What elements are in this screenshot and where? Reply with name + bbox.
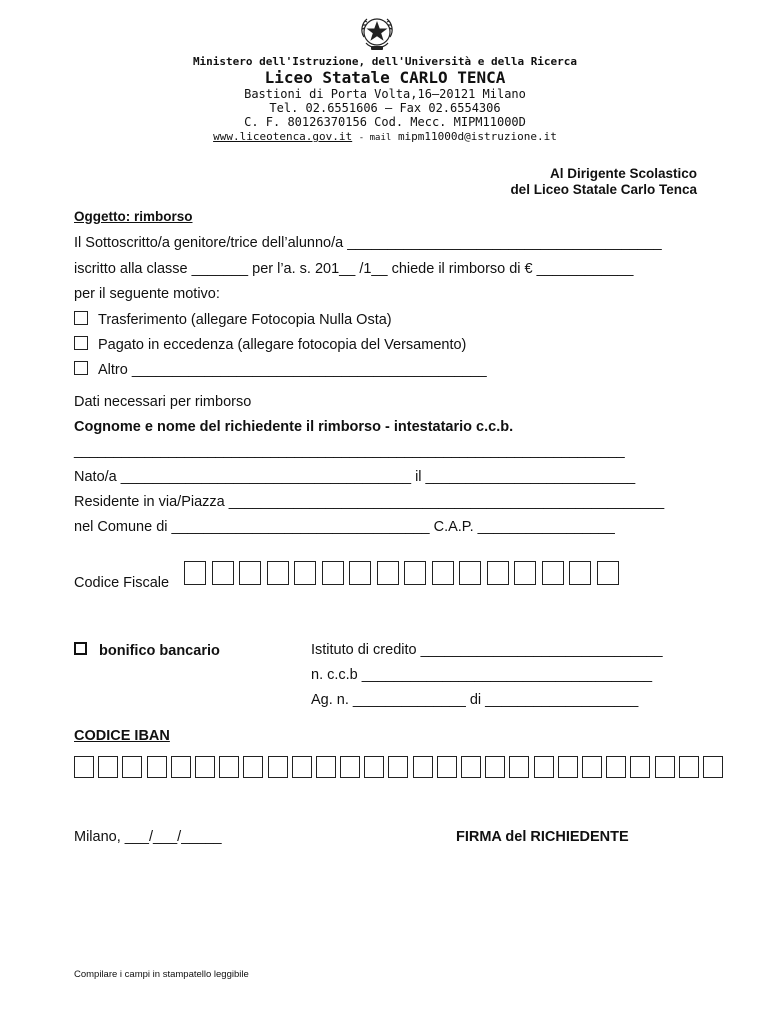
school-contacts [0,130,770,143]
mail-label: - mail [358,133,392,143]
iban-char-box[interactable] [364,756,384,778]
iban-char-box[interactable] [558,756,578,778]
iban-char-box[interactable] [534,756,554,778]
option-other-label: Altro ____________________________________________ [98,362,487,378]
codice-fiscale-char-box[interactable] [404,561,426,585]
iban-char-box[interactable] [582,756,602,778]
holder-name-line[interactable]: ______________________________________________________________________ [74,443,625,459]
option-overpaid[interactable] [74,336,466,353]
iban-char-box[interactable] [219,756,239,778]
website-link[interactable]: www.liceotenca.gov.it [213,130,353,143]
iban-char-box[interactable] [703,756,723,778]
iban-char-box[interactable] [122,756,142,778]
checkbox-transfer[interactable] [74,311,88,325]
codice-fiscale-char-box[interactable] [267,561,289,585]
codice-fiscale-char-box[interactable] [212,561,234,585]
school-phone-fax: Tel. 02.6551606 – Fax 02.6554306 [269,101,501,115]
iban-char-box[interactable] [485,756,505,778]
recipient-line-1: Al Dirigente Scolastico [549,166,697,181]
iban-boxes[interactable] [74,756,726,778]
iban-char-box[interactable] [171,756,191,778]
iban-label: CODICE IBAN [74,728,170,744]
subject-heading: Oggetto: rimborso [74,209,193,224]
iban-char-box[interactable] [316,756,336,778]
iban-char-box[interactable] [606,756,626,778]
codice-fiscale-char-box[interactable] [432,561,454,585]
email-address: mipm11000d@istruzione.it [397,130,557,143]
codice-fiscale-char-box[interactable] [349,561,371,585]
option-transfer[interactable] [74,311,392,328]
footer-note: Compilare i campi in stampatello leggibile [74,969,249,980]
codice-fiscale-char-box[interactable] [569,561,591,585]
codice-fiscale-char-box[interactable] [239,561,261,585]
iban-char-box[interactable] [74,756,94,778]
signature-label: FIRMA del RICHIEDENTE [456,829,629,845]
checkbox-other[interactable] [74,361,88,375]
codice-fiscale-char-box[interactable] [514,561,536,585]
bonifico-option[interactable] [74,642,220,659]
iban-char-box[interactable] [147,756,167,778]
iban-char-box[interactable] [630,756,650,778]
iban-char-box[interactable] [679,756,699,778]
codice-fiscale-char-box[interactable] [184,561,206,585]
option-other[interactable] [74,361,487,378]
comune-cap-line[interactable]: nel Comune di ________________________________ C.A.P. _________________ [74,519,615,535]
data-needed-label: Dati necessari per rimborso [74,394,252,410]
bonifico-label: bonifico bancario [99,643,220,659]
place-date-line[interactable]: Milano, ___/___/_____ [74,829,222,845]
birth-line[interactable]: Nato/a ____________________________________ il __________________________ [74,469,636,485]
bank-institute-line[interactable]: Istituto di credito ______________________________ [311,642,663,658]
signer-field-line[interactable]: Il Sottoscritto/a genitore/trice dell’alunno/a _______________________________________ [74,235,662,251]
ccb-number-line[interactable]: n. c.c.b ____________________________________ [311,667,653,683]
school-address: Bastioni di Porta Volta,16–20121 Milano [244,87,526,101]
option-transfer-label: Trasferimento (allegare Fotocopia Nulla Osta) [98,312,392,328]
codice-fiscale-label: Codice Fiscale [74,575,170,591]
iban-char-box[interactable] [340,756,360,778]
reason-label: per il seguente motivo: [74,286,220,302]
recipient-line-2: del Liceo Statale Carlo Tenca [510,182,697,197]
iban-char-box[interactable] [292,756,312,778]
class-refund-line[interactable]: iscritto alla classe _______ per l’a. s. 201__ /1__ chiede il rimborso di € ____________ [74,261,634,277]
codice-fiscale-char-box[interactable] [487,561,509,585]
iban-char-box[interactable] [388,756,408,778]
iban-char-box[interactable] [243,756,263,778]
iban-char-box[interactable] [268,756,288,778]
bonifico-checkbox[interactable] [74,642,87,655]
italian-republic-emblem [358,13,396,53]
school-codes: C. F. 80126370156 Cod. Mecc. MIPM11000D [244,115,526,129]
iban-char-box[interactable] [461,756,481,778]
codice-fiscale-char-box[interactable] [459,561,481,585]
codice-fiscale-boxes[interactable] [184,561,623,585]
option-overpaid-label: Pagato in eccedenza (allegare fotocopia del Versamento) [98,337,467,353]
codice-fiscale-char-box[interactable] [322,561,344,585]
codice-fiscale-char-box[interactable] [377,561,399,585]
iban-char-box[interactable] [509,756,529,778]
codice-fiscale-char-box[interactable] [597,561,619,585]
residence-line[interactable]: Residente in via/Piazza ______________________________________________________ [74,494,665,510]
iban-char-box[interactable] [413,756,433,778]
iban-char-box[interactable] [437,756,457,778]
iban-char-box[interactable] [98,756,118,778]
checkbox-overpaid[interactable] [74,336,88,350]
school-name: Liceo Statale CARLO TENCA [264,68,506,87]
codice-fiscale-char-box[interactable] [294,561,316,585]
agency-line[interactable]: Ag. n. ______________ di ___________________ [311,692,639,708]
codice-fiscale-char-box[interactable] [542,561,564,585]
iban-char-box[interactable] [195,756,215,778]
ministry-name: Ministero dell'Istruzione, dell'Università e della Ricerca [192,55,578,68]
holder-title: Cognome e nome del richiedente il rimborso - intestatario c.c.b. [74,419,514,435]
iban-char-box[interactable] [655,756,675,778]
